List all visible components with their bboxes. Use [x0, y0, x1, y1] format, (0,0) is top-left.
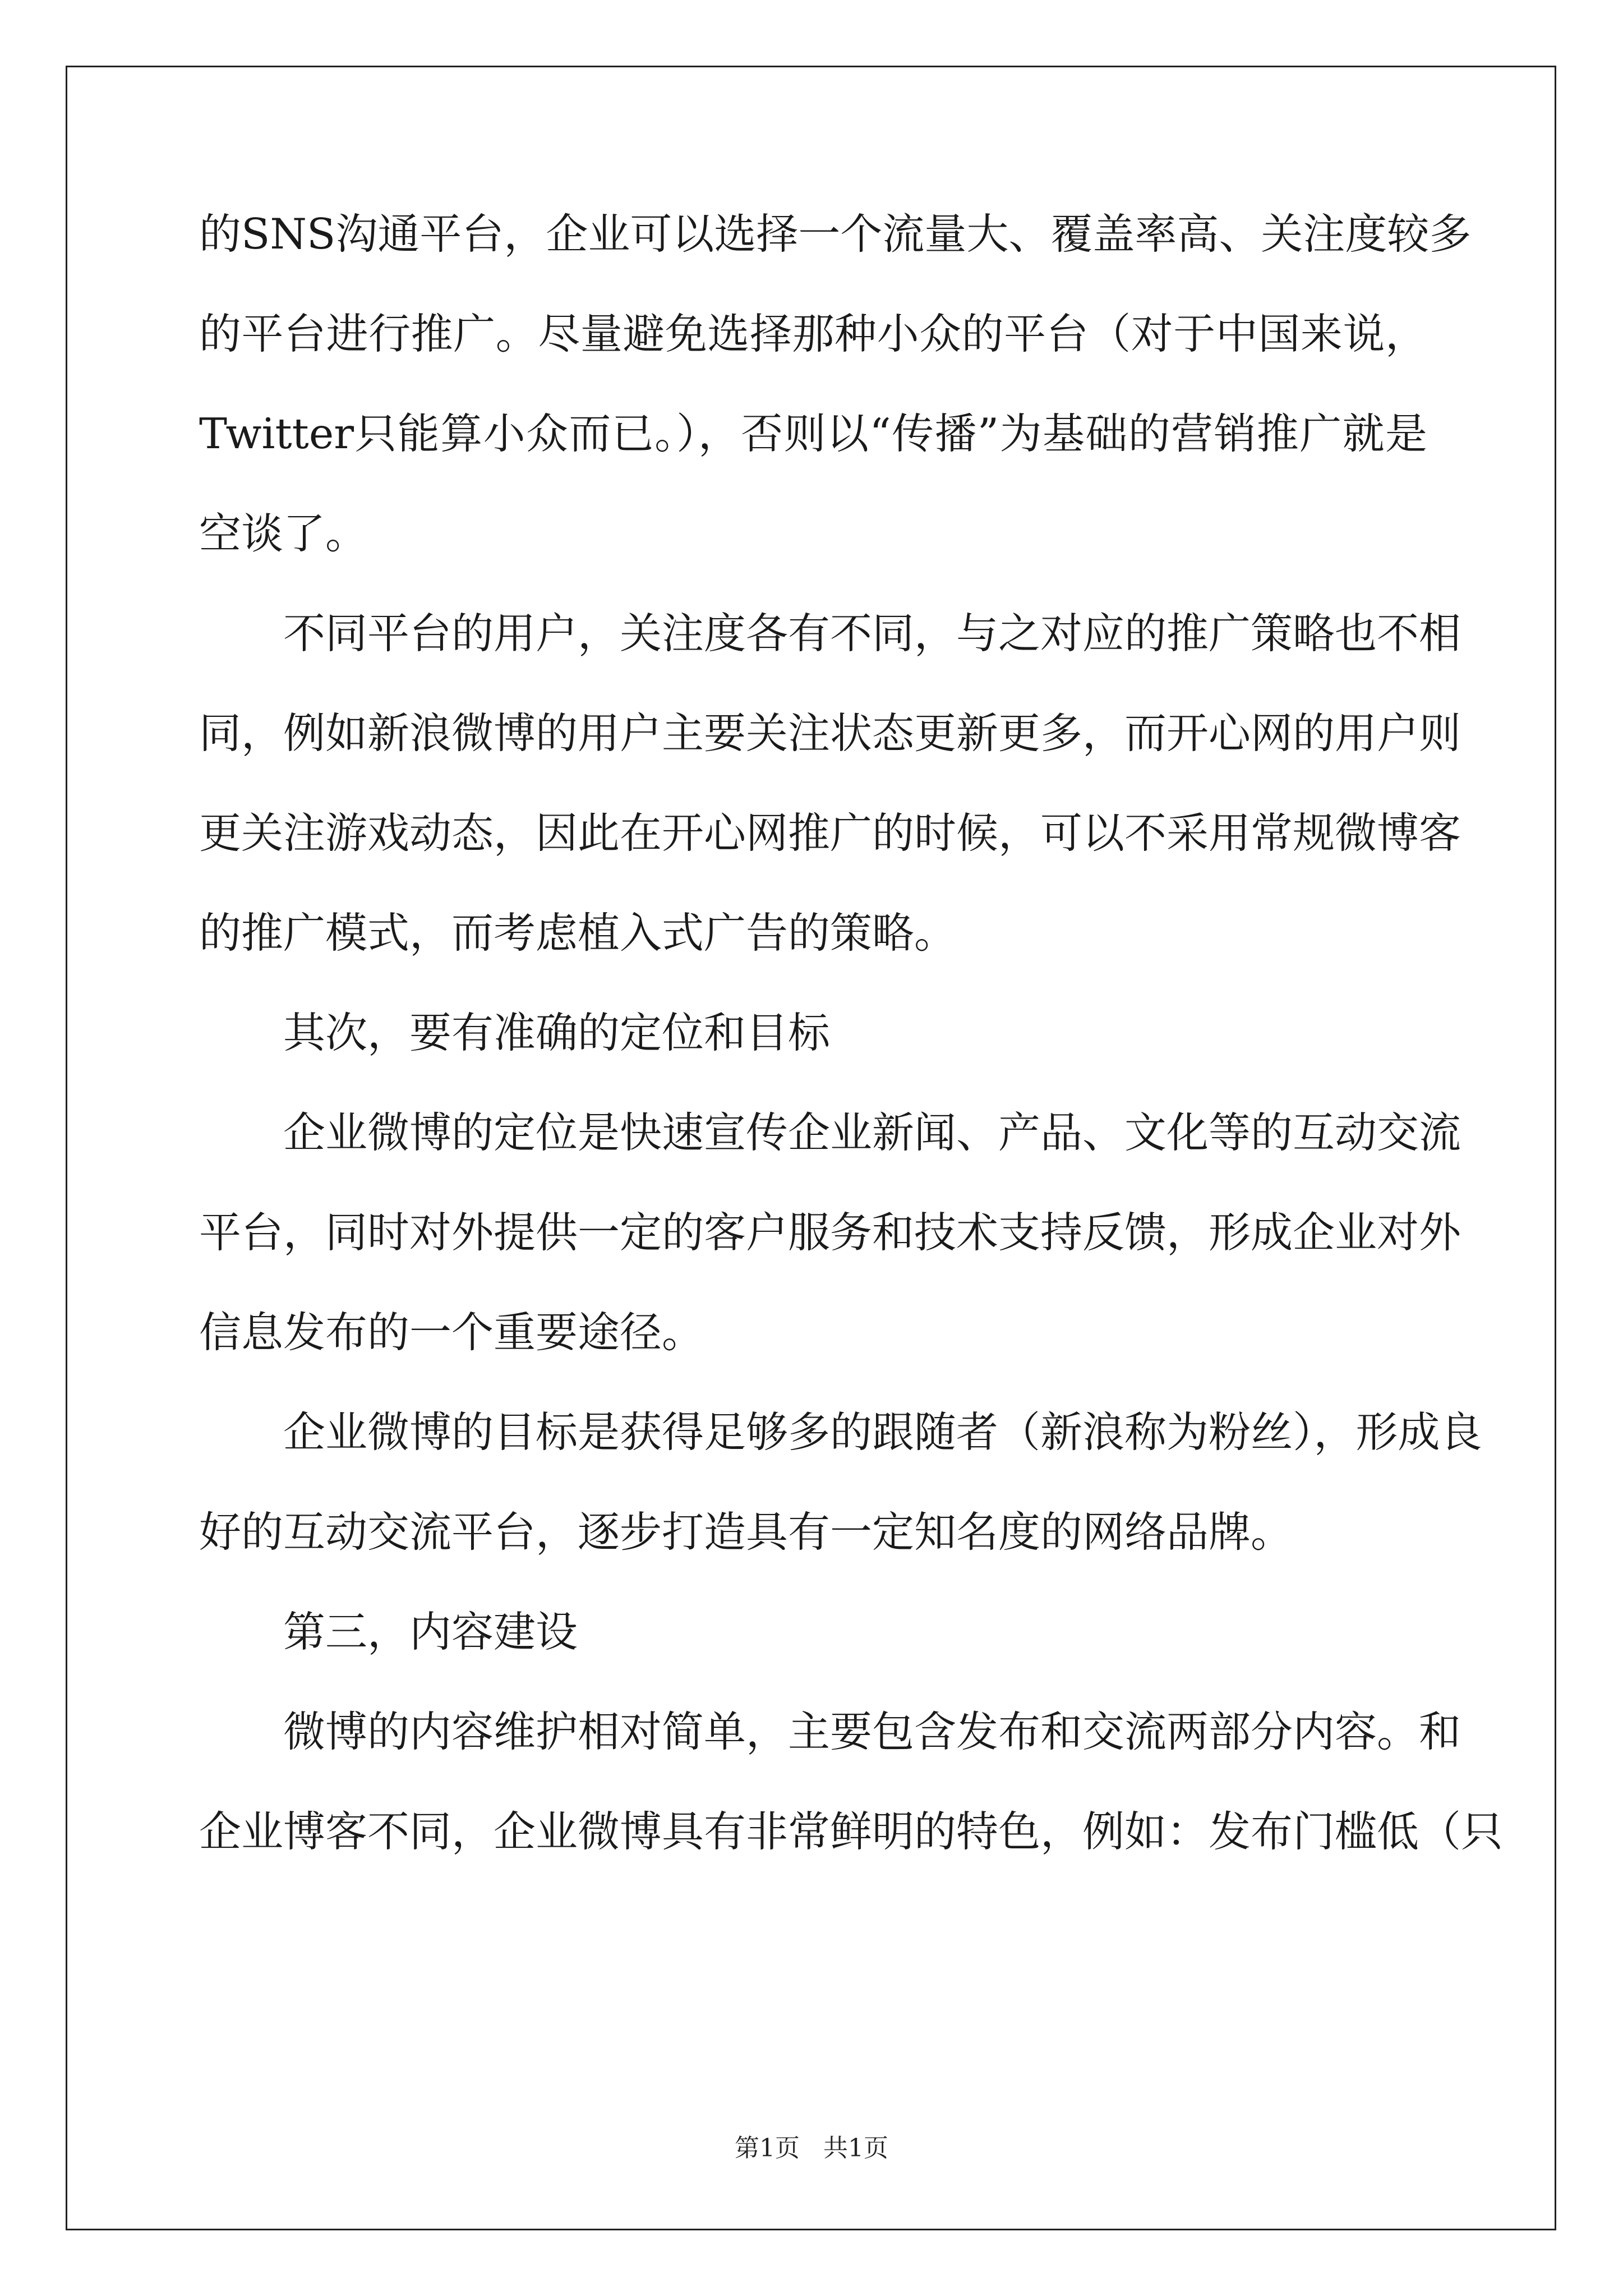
body-line-7: 更关注游戏动态，因此在开心网推广的时候，可以不采用常规微博客 — [199, 808, 1461, 858]
body-line-13: 企业微博的目标是获得足够多的跟随者（新浪称为粉丝），形成良 — [283, 1407, 1482, 1457]
body-line-14: 好的互动交流平台，逐步打造具有一定知名度的网络品牌。 — [199, 1507, 1293, 1557]
body-line-2: 的平台进行推广。尽量避免选择那种小众的平台（对于中国来说， — [199, 309, 1427, 358]
body-line-4: 空谈了。 — [199, 509, 368, 558]
section-heading-2: 其次，要有准确的定位和目标 — [283, 1008, 831, 1057]
section-heading-3: 第三，内容建设 — [283, 1607, 578, 1657]
page-total: 共1页 — [823, 2134, 888, 2162]
body-line-3: Twitter只能算小众而已。），否则以“传播”为基础的营销推广就是 — [199, 409, 1427, 458]
body-line-12: 信息发布的一个重要途径。 — [199, 1308, 704, 1357]
body-line-6: 同，例如新浪微博的用户主要关注状态更新更多，而开心网的用户则 — [199, 708, 1461, 758]
document-body — [199, 209, 1504, 1906]
body-line-11: 平台，同时对外提供一定的客户服务和技术支持反馈，形成企业对外 — [199, 1208, 1461, 1257]
body-line-5: 不同平台的用户，关注度各有不同，与之对应的推广策略也不相 — [283, 609, 1461, 658]
page-number: 第1页 — [735, 2134, 800, 2162]
body-line-1: 的SNS沟通平台，企业可以选择一个流量大、覆盖率高、关注度较多 — [199, 209, 1472, 259]
body-line-10: 企业微博的定位是快速宣传企业新闻、产品、文化等的互动交流 — [283, 1108, 1461, 1157]
body-line-17: 企业博客不同，企业微博具有非常鲜明的特色，例如：发布门槛低（只 — [199, 1807, 1504, 1856]
body-line-8: 的推广模式，而考虑植入式广告的策略。 — [199, 908, 957, 958]
body-line-16: 微博的内容维护相对简单，主要包含发布和交流两部分内容。和 — [283, 1707, 1461, 1756]
page-footer — [0, 2132, 1623, 2165]
